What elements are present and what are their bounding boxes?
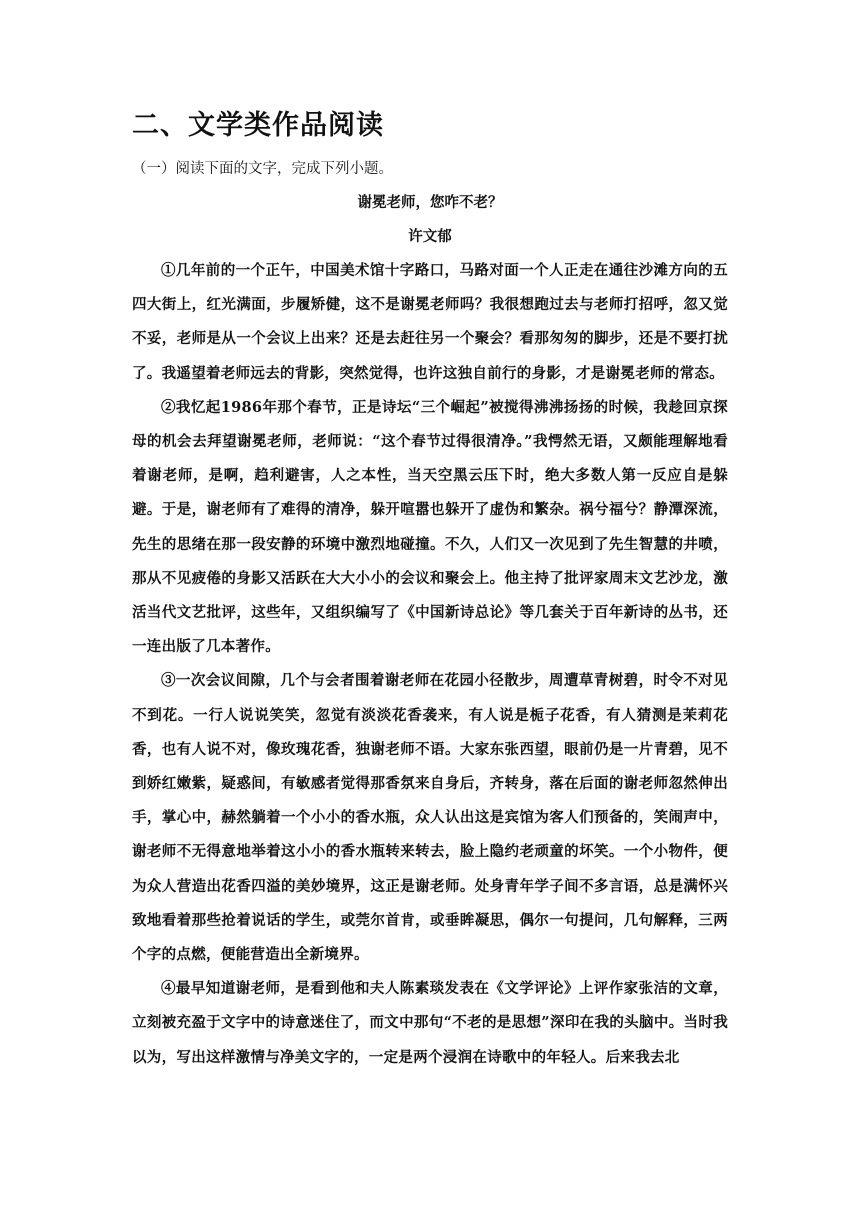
section-title: 二、文学类作品阅读 bbox=[132, 110, 384, 141]
article-title: 谢冕老师，您咋不老？ bbox=[357, 194, 503, 211]
instruction-text: （一）阅读下面的文字，完成下列小题。 bbox=[132, 161, 393, 177]
paragraph-1: ①几年前的一个正午，中国美术馆十字路口，马路对面一个人正走在通往沙滩方向的五四大街上，红光满面，步履矫健，这不是谢冕老师吗？我很想跑过去与老师打招呼，忽又觉不妥，老师是从一个会议上出来？还是去赶往另一个聚会？看那匆匆的脚步，还是不要打扰了。我遥望着老师远去的背影，突然觉得，也许这独自前行的身影，才是谢冕老师的常态。 bbox=[132, 262, 728, 382]
paragraph-2: ②我忆起1986年那个春节，正是诗坛“三个崛起”被搅得沸沸扬扬的时候，我趁回京探母的机会去拜望谢冕老师，老师说：“这个春节过得很清净。”我愕然无语，又颇能理解地看着谢老师，是啊，趋利避害，人之本性，当天空黑云压下时，绝大多数人第一反应自是躲避。于是，谢老师有了难得的清净，躲开喧嚣也躲开了虚伪和繁杂。祸兮福兮？静潭深流，先生的思绪在那一段安静的环境中激烈地碰撞。不久，人们又一次见到了先生智慧的井喷，那从不见疲倦的身影又活跃在大大小小的会议和聚会上。他主持了批评家周末文艺沙龙，激活当代文艺批评，这些年，又组织编写了《中国新诗总论》等几套关于百年新诗的丛书，还一连出版了几本著作。 bbox=[132, 398, 728, 656]
paragraph-3: ③一次会议间隙，几个与会者围着谢老师在花园小径散步，周遭草青树碧，时令不对见不到花。一行人说说笑笑，忽觉有淡淡花香袭来，有人说是栀子花香，有人猜测是茉莉花香，也有人说不对，像玫瑰花香，独谢老师不语。大家东张西望，眼前仍是一片青碧，见不到娇红嫩紫，疑惑间，有敏感者觉得那香氛来自身后，齐转身，落在后面的谢老师忽然伸出手，掌心中，赫然躺着一个小小的香水瓶，众人认出这是宾馆为客人们预备的，笑闹声中，谢老师不无得意地举着这小小的香水瓶转来转去，脸上隐约老顽童的坏笑。一个小物件，便为众人营造出花香四溢的美妙境界，这正是谢老师。处身青年学子间不多言语，总是满怀兴致地看着那些抢着说话的学生，或莞尔首肯，或垂眸凝思，偶尔一句提问，几句解释，三两个字的点燃，便能营造出全新境界。 bbox=[132, 672, 728, 964]
document-page bbox=[132, 100, 728, 1075]
article-author: 许文郁 bbox=[408, 228, 452, 245]
paragraph-4: ④最早知道谢老师，是看到他和夫人陈素琰发表在《文学评论》上评作家张洁的文章，立刻被充盈于文字中的诗意迷住了，而文中那句“不老的是思想”深印在我的头脑中。当时我以为，写出这样激情与净美文字的，一定是两个浸润在诗歌中的年轻人。后来我去北 bbox=[132, 980, 728, 1066]
